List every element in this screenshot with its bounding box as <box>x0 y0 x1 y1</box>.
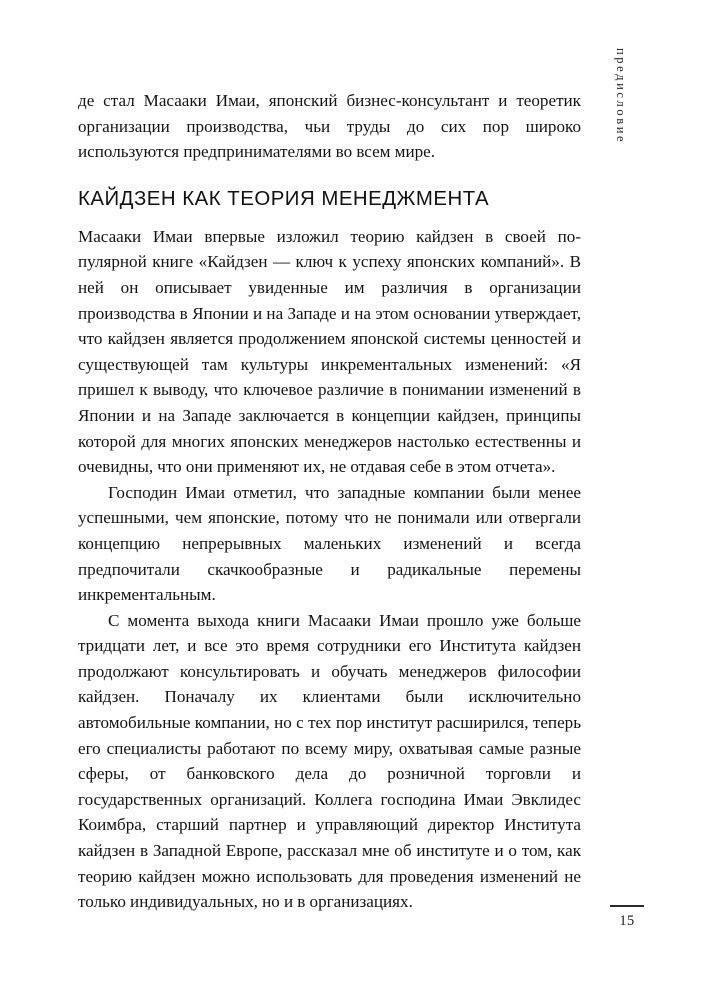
running-head-preface: предисловие <box>614 48 628 145</box>
paragraph-continuation: де стал Масааки Имаи, японский бизнес-консультант и теоретик организации производства, чьи труды до сих пор широко используются предпринимателями во всем мире. <box>78 91 581 162</box>
heading-spacer-bottom <box>78 211 581 224</box>
heading-spacer-top <box>78 165 581 187</box>
paragraph-3: С момента выхода книги Масааки Имаи прошло уже больше тридцати лет, и все это время сотрудники его Института кайдзен продолжают консультировать и обучать менеджеров философии кайдзен. Поначалу их клиентами были исключительно автомобильные компании, но с тех пор институт расширился, теперь его специалисты работают по всему миру, охватывая самые разные сферы, от банковского дела до розничной торговли и государственных организаций. Коллега господина Имаи Эвклидес Коимбра, старший партнер и управляющий директор Института кайдзен в Западной Европе, рассказал мне об институте и о том, как теорию кайдзен можно использовать для проведения изменений не только индивидуальных, но и в организациях. <box>78 610 581 912</box>
section-heading: КАЙДЗЕН КАК ТЕОРИЯ МЕНЕДЖМЕНТА <box>78 187 490 210</box>
paragraph-1: Масааки Имаи впервые изложил теорию кайдзен в своей популярной книге «Кайдзен — ключ к успеху японских компаний». В ней он описывает увиденные им различия в организации производства в Японии и на Западе и на этом основании утверждает, что кайдзен является продолжением японской системы ценностей и существующей там культуры инкрементальных изменений: «Я пришел к выводу, что ключевое различие в понимании изменений в Японии и на Западе заключается в концепции кайдзен, принципы которой для многих японских менеджеров настолько естественны и очевидны, что они применяют их, не отдавая себе в этом отчета». <box>78 226 581 477</box>
folio <box>604 905 650 929</box>
text-column <box>78 88 581 915</box>
folio-rule <box>610 905 644 907</box>
paragraph-2: Господин Имаи отметил, что западные компании были менее успешными, чем японские, потому что не понимали или отвергали концепцию непрерывных маленьких изменений и всегда предпочитали скачкообразные и радикальные перемены инкрементальным. <box>78 482 581 605</box>
page-number: 15 <box>619 912 635 929</box>
